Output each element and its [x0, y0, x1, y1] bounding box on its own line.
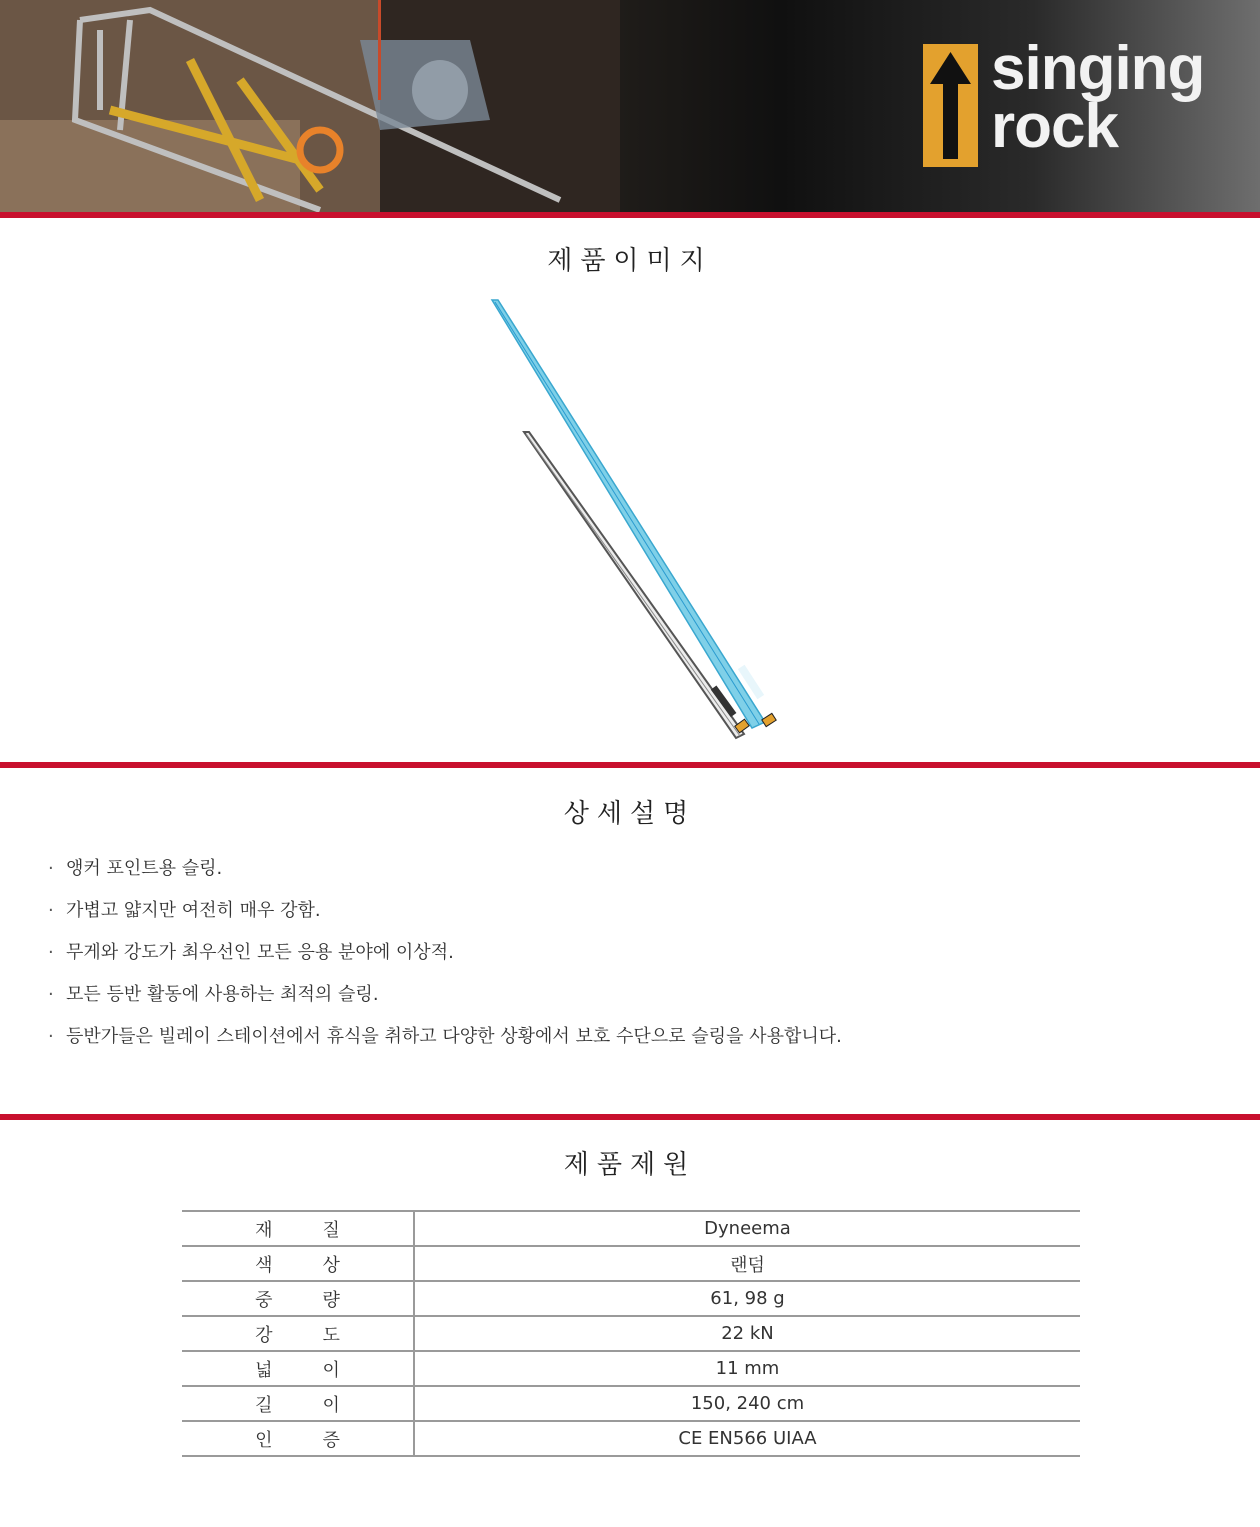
up-arrow-icon [923, 44, 978, 167]
description-text: 등반가들은 빌레이 스테이션에서 휴식을 취하고 다양한 상황에서 보호 수단으로 슬링을 사용합니다. [66, 1026, 842, 1047]
bullet: · [48, 984, 54, 1005]
section-title-image: 제품이미지 [547, 246, 713, 276]
list-item [48, 1016, 842, 1058]
table-row [182, 1281, 1080, 1316]
description-text: 모든 등반 활동에 사용하는 최적의 슬링. [66, 984, 379, 1005]
spec-label: 중량 [182, 1281, 414, 1316]
bullet: · [48, 1026, 54, 1047]
list-item [48, 890, 842, 932]
spec-label: 색상 [182, 1246, 414, 1281]
bullet: · [48, 942, 54, 963]
list-item [48, 932, 842, 974]
brand-name [991, 34, 1205, 161]
spec-value: 22 kN [414, 1316, 1080, 1351]
spec-value: 61, 98 g [414, 1281, 1080, 1316]
section-title-description: 상세설명 [563, 799, 697, 829]
table-row [182, 1386, 1080, 1421]
bullet: · [48, 900, 54, 921]
spec-value: Dyneema [414, 1211, 1080, 1246]
table-row [182, 1351, 1080, 1386]
product-image [480, 290, 790, 750]
spec-label: 재질 [182, 1211, 414, 1246]
spec-value: 11 mm [414, 1351, 1080, 1386]
list-item [48, 848, 842, 890]
table-row [182, 1246, 1080, 1281]
table-row [182, 1211, 1080, 1246]
brand-line-2: rock [991, 92, 1118, 161]
bullet: · [48, 858, 54, 879]
description-list [48, 848, 842, 1058]
list-item [48, 974, 842, 1016]
spec-value: CE EN566 UIAA [414, 1421, 1080, 1456]
table-row [182, 1316, 1080, 1351]
description-text: 앵커 포인트용 슬링. [66, 858, 223, 879]
table-row [182, 1421, 1080, 1456]
spec-label: 강도 [182, 1316, 414, 1351]
spec-label: 길이 [182, 1386, 414, 1421]
header-banner [0, 0, 1260, 212]
spec-label: 인증 [182, 1421, 414, 1456]
spec-table [182, 1210, 1080, 1457]
rescue-photo [0, 0, 620, 212]
description-text: 무게와 강도가 최우선인 모든 응용 분야에 이상적. [66, 942, 454, 963]
spec-label: 넓이 [182, 1351, 414, 1386]
divider [0, 212, 1260, 218]
spec-value: 랜덤 [414, 1246, 1080, 1281]
description-text: 가볍고 얇지만 여전히 매우 강함. [66, 900, 321, 921]
divider [0, 762, 1260, 768]
singing-rock-logo [923, 34, 1253, 169]
divider [0, 1114, 1260, 1120]
spec-value: 150, 240 cm [414, 1386, 1080, 1421]
brand-line-1: singing [991, 34, 1205, 103]
section-title-spec: 제품제원 [563, 1150, 697, 1180]
